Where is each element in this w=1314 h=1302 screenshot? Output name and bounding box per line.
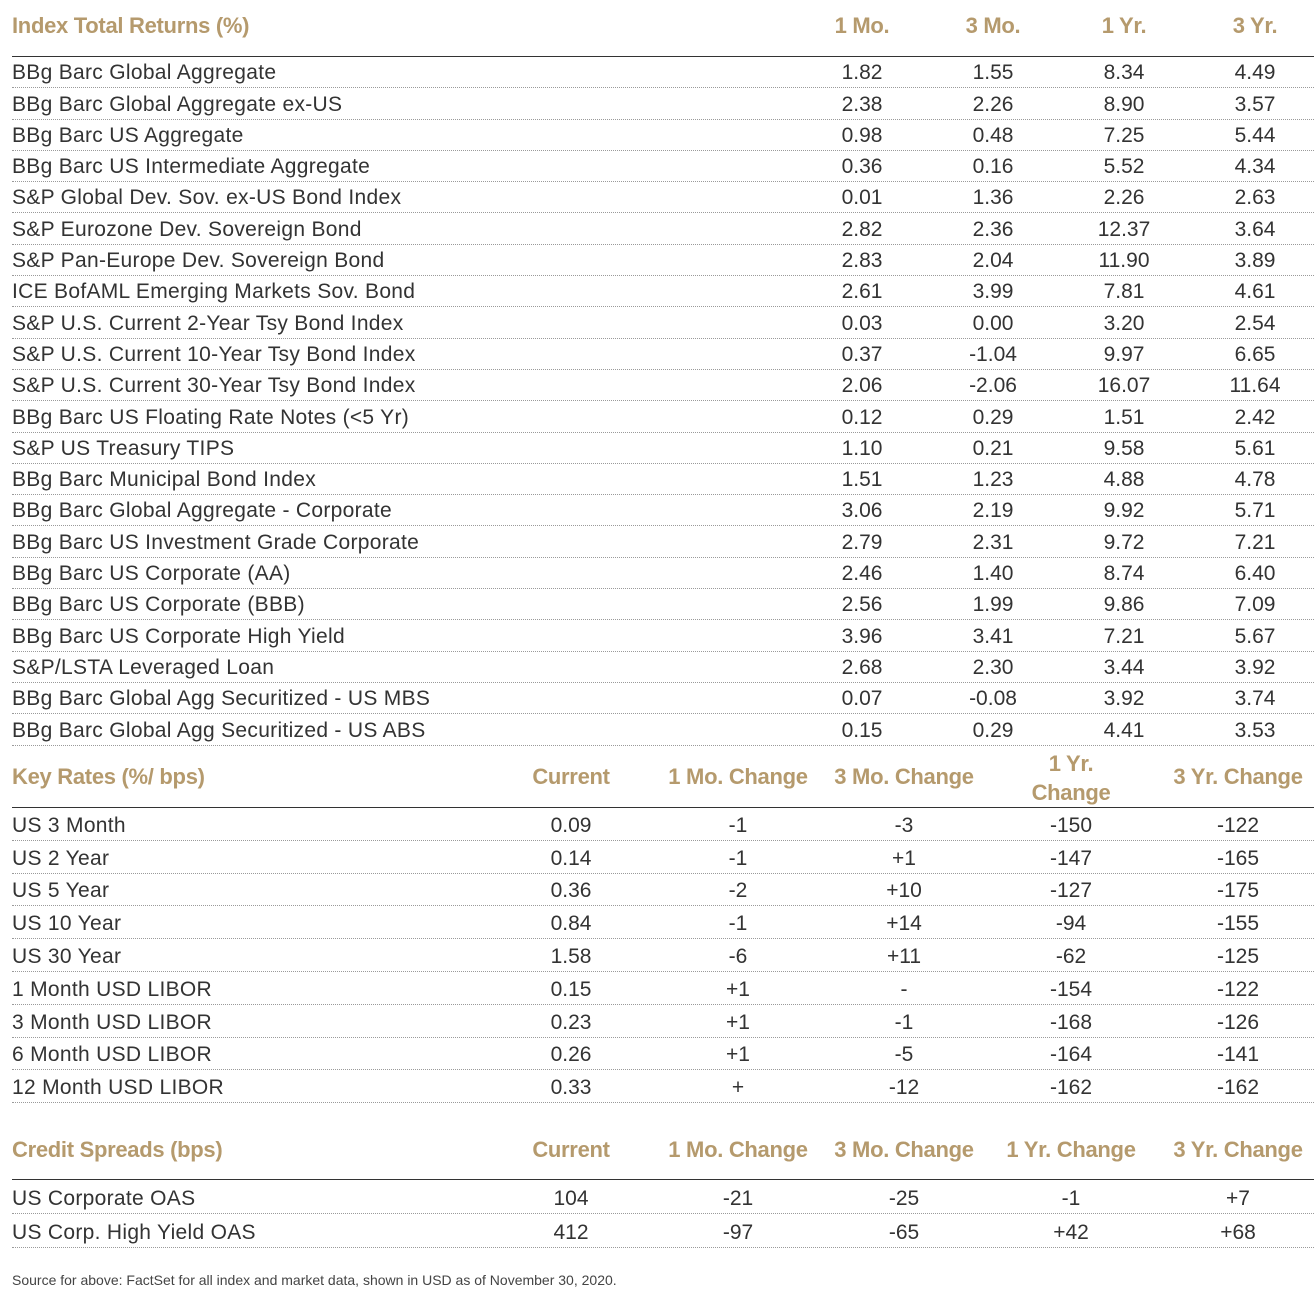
table-cell: 4.88: [1103, 468, 1145, 492]
credit-spreads-title: Credit Spreads (bps): [12, 1137, 223, 1162]
table-cell: 1.36: [972, 186, 1014, 210]
table-cell: 0.98: [841, 123, 883, 147]
col-1yr-header-line2: Change: [1031, 780, 1111, 805]
table-row: [12, 652, 1314, 683]
table-cell: 0.03: [841, 311, 883, 335]
table-cell: 1.51: [1103, 405, 1145, 429]
table-row: [12, 620, 1314, 651]
table-cell: 9.72: [1103, 530, 1145, 554]
table-cell: 8.74: [1103, 562, 1145, 586]
table-cell: 9.58: [1103, 436, 1145, 460]
table-cell: 6.40: [1234, 562, 1276, 586]
table-cell: 0.36: [841, 155, 883, 179]
table-row: [12, 182, 1314, 213]
table-row: [12, 972, 1314, 1005]
table-cell: -65: [888, 1221, 920, 1244]
table-cell: -6: [728, 944, 748, 968]
table-cell: 1.99: [972, 593, 1014, 617]
row-label: S&P U.S. Current 10-Year Tsy Bond Index: [12, 342, 416, 366]
table-cell: -1: [728, 846, 748, 870]
table-cell: 0.16: [972, 155, 1014, 179]
table-cell: 2.79: [841, 530, 883, 554]
table-row: [12, 589, 1314, 620]
row-label: BBg Barc Municipal Bond Index: [12, 468, 317, 492]
table-cell: 2.04: [972, 249, 1014, 273]
table-row: [12, 120, 1314, 151]
table-row: [12, 370, 1314, 401]
table-cell: 3.92: [1234, 655, 1276, 679]
table-row: [12, 245, 1314, 276]
table-row: [12, 906, 1314, 939]
col-3mo-change-header: 3 Mo. Change: [834, 764, 974, 789]
table-cell: 0.07: [841, 687, 883, 711]
table-row: [12, 874, 1314, 907]
col-3mo-header: 3 Mo.: [965, 13, 1021, 38]
table-cell: 2.31: [972, 530, 1014, 554]
table-cell: 2.42: [1234, 405, 1276, 429]
table-cell: 1.55: [972, 61, 1014, 85]
credit-spreads-header: [12, 1126, 1314, 1180]
credit-spreads-table: [12, 1126, 1314, 1248]
table-cell: 1.23: [972, 468, 1014, 492]
row-label: S&P U.S. Current 30-Year Tsy Bond Index: [12, 374, 416, 398]
col-3yr-change-header: 3 Yr. Change: [1173, 764, 1303, 789]
table-cell: -5: [894, 1043, 914, 1067]
index-returns-table: [12, 0, 1314, 746]
table-cell: 7.81: [1103, 280, 1145, 304]
row-label: 6 Month USD LIBOR: [12, 1043, 213, 1067]
table-cell: 8.34: [1103, 61, 1145, 85]
source-footnote: Source for above: FactSet for all index and market data, shown in USD as of November 30, 2020.: [12, 1272, 617, 1288]
table-cell: -21: [722, 1187, 754, 1210]
table-cell: 3.74: [1234, 687, 1276, 711]
table-cell: 2.36: [972, 217, 1014, 241]
table-cell: 3.64: [1234, 217, 1276, 241]
table-cell: 1.58: [550, 944, 592, 968]
table-cell: 0.33: [550, 1076, 592, 1100]
table-cell: 16.07: [1097, 374, 1151, 398]
table-cell: 104: [553, 1187, 589, 1210]
table-row: [12, 526, 1314, 557]
table-cell: 0.15: [841, 718, 883, 742]
table-cell: 4.34: [1234, 155, 1276, 179]
row-label: S&P/LSTA Leveraged Loan: [12, 655, 275, 679]
row-label: S&P Pan-Europe Dev. Sovereign Bond: [12, 249, 385, 273]
table-cell: 2.30: [972, 655, 1014, 679]
table-cell: -155: [1216, 912, 1260, 936]
row-label: US Corp. High Yield OAS: [12, 1221, 256, 1244]
row-label: 12 Month USD LIBOR: [12, 1076, 224, 1100]
col-1mo-change-header: 1 Mo. Change: [668, 764, 808, 789]
table-cell: 2.26: [1103, 186, 1145, 210]
table-cell: 3.96: [841, 624, 883, 648]
table-cell: -25: [888, 1187, 920, 1210]
table-cell: +42: [1053, 1221, 1089, 1244]
table-row: [12, 57, 1314, 88]
index-returns-title: Index Total Returns (%): [12, 13, 250, 38]
table-cell: -122: [1216, 977, 1260, 1001]
table-cell: 7.25: [1103, 123, 1145, 147]
row-label: S&P Global Dev. Sov. ex-US Bond Index: [12, 186, 402, 210]
table-cell: -1: [728, 912, 748, 936]
col-1yr-header-line1: 1 Yr.: [1048, 751, 1094, 776]
table-cell: +68: [1220, 1221, 1256, 1244]
col-1yr-change-header: 1 Yr. Change: [1006, 1137, 1136, 1162]
table-cell: 2.63: [1234, 186, 1276, 210]
table-cell: 0.29: [972, 405, 1014, 429]
table-cell: 0.09: [550, 813, 592, 837]
table-cell: -175: [1216, 879, 1260, 903]
table-cell: 3.44: [1103, 655, 1145, 679]
table-cell: +1: [726, 1010, 750, 1034]
table-row: [12, 401, 1314, 432]
table-cell: +: [731, 1076, 745, 1100]
table-cell: 2.54: [1234, 311, 1276, 335]
table-cell: 5.52: [1103, 155, 1145, 179]
table-cell: 2.61: [841, 280, 883, 304]
table-cell: 0.48: [972, 123, 1014, 147]
table-cell: 3.92: [1103, 687, 1145, 711]
table-cell: 1.51: [841, 468, 883, 492]
table-row: [12, 1005, 1314, 1038]
table-row: [12, 1214, 1314, 1248]
table-cell: 11.64: [1229, 374, 1281, 398]
row-label: S&P Eurozone Dev. Sovereign Bond: [12, 217, 362, 241]
table-cell: -: [900, 977, 908, 1001]
table-cell: 3.20: [1103, 311, 1145, 335]
table-cell: -165: [1216, 846, 1260, 870]
table-cell: -164: [1049, 1043, 1093, 1067]
table-cell: -154: [1049, 977, 1093, 1001]
table-cell: -0.08: [969, 687, 1017, 711]
table-cell: 4.41: [1103, 718, 1145, 742]
table-cell: 0.15: [550, 977, 592, 1001]
table-row: [12, 558, 1314, 589]
row-label: BBg Barc US Corporate (AA): [12, 562, 291, 586]
table-cell: +11: [886, 944, 922, 968]
table-cell: 6.65: [1234, 342, 1276, 366]
table-row: [12, 433, 1314, 464]
table-cell: 0.00: [972, 311, 1014, 335]
table-cell: 2.38: [841, 92, 883, 116]
table-cell: 3.89: [1234, 249, 1276, 273]
table-row: [12, 307, 1314, 338]
table-row: [12, 714, 1314, 745]
table-row: [12, 339, 1314, 370]
row-label: US Corporate OAS: [12, 1187, 196, 1210]
table-cell: 2.19: [972, 499, 1014, 523]
table-cell: 0.21: [972, 436, 1014, 460]
table-cell: 0.29: [972, 718, 1014, 742]
table-row: [12, 1070, 1314, 1103]
table-cell: 412: [553, 1221, 589, 1244]
col-3mo-change-header: 3 Mo. Change: [834, 1137, 974, 1162]
table-cell: 7.09: [1234, 593, 1276, 617]
row-label: BBg Barc Global Aggregate ex-US: [12, 92, 343, 116]
table-cell: -1: [728, 813, 748, 837]
table-cell: -3: [894, 813, 914, 837]
table-cell: -127: [1049, 879, 1093, 903]
table-cell: 11.90: [1098, 249, 1150, 273]
table-cell: 2.56: [841, 593, 883, 617]
table-row: [12, 151, 1314, 182]
col-1yr-header: 1 Yr.: [1101, 13, 1147, 38]
table-cell: -141: [1216, 1043, 1260, 1067]
table-cell: 3.57: [1234, 92, 1276, 116]
col-1mo-change-header: 1 Mo. Change: [668, 1137, 808, 1162]
table-cell: -1: [894, 1010, 914, 1034]
col-current-header: Current: [532, 764, 610, 789]
table-cell: 5.71: [1234, 499, 1276, 523]
table-cell: 2.26: [972, 92, 1014, 116]
table-cell: -162: [1049, 1076, 1093, 1100]
table-cell: 8.90: [1103, 92, 1145, 116]
row-label: ICE BofAML Emerging Markets Sov. Bond: [12, 280, 416, 304]
table-cell: 1.82: [841, 61, 883, 85]
table-row: [12, 683, 1314, 714]
table-cell: -147: [1049, 846, 1093, 870]
table-cell: 1.10: [841, 436, 883, 460]
row-label: BBg Barc US Investment Grade Corporate: [12, 530, 420, 554]
row-label: 1 Month USD LIBOR: [12, 977, 213, 1001]
row-label: US 3 Month: [12, 813, 126, 837]
table-cell: +1: [892, 846, 916, 870]
table-row: [12, 1180, 1314, 1214]
row-label: BBg Barc US Aggregate: [12, 123, 244, 147]
table-cell: -168: [1049, 1010, 1093, 1034]
index-returns-header: [12, 0, 1314, 57]
table-cell: -97: [722, 1221, 754, 1244]
table-row: [12, 464, 1314, 495]
table-cell: 3.41: [972, 624, 1014, 648]
table-row: [12, 939, 1314, 972]
table-cell: -1.04: [969, 342, 1017, 366]
table-cell: +10: [886, 879, 922, 903]
table-cell: -1: [1061, 1187, 1081, 1210]
table-cell: 0.23: [550, 1010, 592, 1034]
row-label: S&P U.S. Current 2-Year Tsy Bond Index: [12, 311, 404, 335]
table-row: [12, 276, 1314, 307]
table-cell: 3.53: [1234, 718, 1276, 742]
table-cell: 2.82: [841, 217, 883, 241]
table-cell: -162: [1216, 1076, 1260, 1100]
key-rates-header: [12, 752, 1314, 808]
key-rates-table: [12, 752, 1314, 1103]
table-cell: 2.68: [841, 655, 883, 679]
table-cell: -122: [1216, 813, 1260, 837]
table-cell: 9.86: [1103, 593, 1145, 617]
table-cell: -94: [1055, 912, 1087, 936]
table-cell: 9.97: [1103, 342, 1145, 366]
table-row: [12, 808, 1314, 841]
table-cell: 2.46: [841, 562, 883, 586]
table-cell: 0.14: [550, 846, 592, 870]
table-cell: 3.06: [841, 499, 883, 523]
table-cell: 5.61: [1234, 436, 1276, 460]
table-cell: -125: [1216, 944, 1260, 968]
col-1mo-header: 1 Mo.: [834, 13, 890, 38]
row-label: S&P US Treasury TIPS: [12, 436, 235, 460]
row-label: BBg Barc US Corporate (BBB): [12, 593, 305, 617]
table-cell: 4.49: [1234, 61, 1276, 85]
table-cell: -150: [1049, 813, 1093, 837]
table-cell: -2: [728, 879, 748, 903]
table-cell: -62: [1055, 944, 1087, 968]
row-label: BBg Barc Global Aggregate: [12, 61, 277, 85]
key-rates-title: Key Rates (%/ bps): [12, 764, 205, 789]
table-row: [12, 841, 1314, 874]
table-cell: +1: [726, 977, 750, 1001]
table-cell: +1: [726, 1043, 750, 1067]
table-cell: 0.01: [841, 186, 883, 210]
row-label: US 30 Year: [12, 944, 122, 968]
table-cell: 9.92: [1103, 499, 1145, 523]
table-cell: 7.21: [1103, 624, 1145, 648]
table-row: [12, 495, 1314, 526]
table-cell: -126: [1216, 1010, 1260, 1034]
table-cell: 5.67: [1234, 624, 1276, 648]
row-label: BBg Barc US Intermediate Aggregate: [12, 155, 371, 179]
row-label: US 2 Year: [12, 846, 110, 870]
row-label: BBg Barc US Floating Rate Notes (<5 Yr): [12, 405, 410, 429]
table-cell: 4.78: [1234, 468, 1276, 492]
row-label: US 10 Year: [12, 912, 122, 936]
table-cell: 2.83: [841, 249, 883, 273]
table-cell: -12: [888, 1076, 920, 1100]
table-cell: 0.37: [841, 342, 883, 366]
col-current-header: Current: [532, 1137, 610, 1162]
table-cell: +14: [886, 912, 922, 936]
table-cell: 1.40: [972, 562, 1014, 586]
table-cell: 3.99: [972, 280, 1014, 304]
row-label: BBg Barc US Corporate High Yield: [12, 624, 345, 648]
row-label: BBg Barc Global Agg Securitized - US MBS: [12, 687, 431, 711]
row-label: BBg Barc Global Agg Securitized - US ABS: [12, 718, 426, 742]
table-cell: 5.44: [1234, 123, 1276, 147]
table-cell: 0.36: [550, 879, 592, 903]
table-cell: 12.37: [1097, 217, 1151, 241]
table-cell: 0.84: [550, 912, 592, 936]
table-cell: -2.06: [969, 374, 1017, 398]
row-label: 3 Month USD LIBOR: [12, 1010, 213, 1034]
row-label: BBg Barc Global Aggregate - Corporate: [12, 499, 392, 523]
table-row: [12, 88, 1314, 119]
table-cell: 0.26: [550, 1043, 592, 1067]
table-cell: +7: [1226, 1187, 1250, 1210]
table-cell: 7.21: [1234, 530, 1276, 554]
table-cell: 2.06: [841, 374, 883, 398]
table-cell: 0.12: [841, 405, 883, 429]
row-label: US 5 Year: [12, 879, 110, 903]
table-cell: 4.61: [1234, 280, 1276, 304]
col-3yr-change-header: 3 Yr. Change: [1173, 1137, 1303, 1162]
col-3yr-header: 3 Yr.: [1232, 13, 1278, 38]
table-row: [12, 213, 1314, 244]
table-row: [12, 1038, 1314, 1071]
